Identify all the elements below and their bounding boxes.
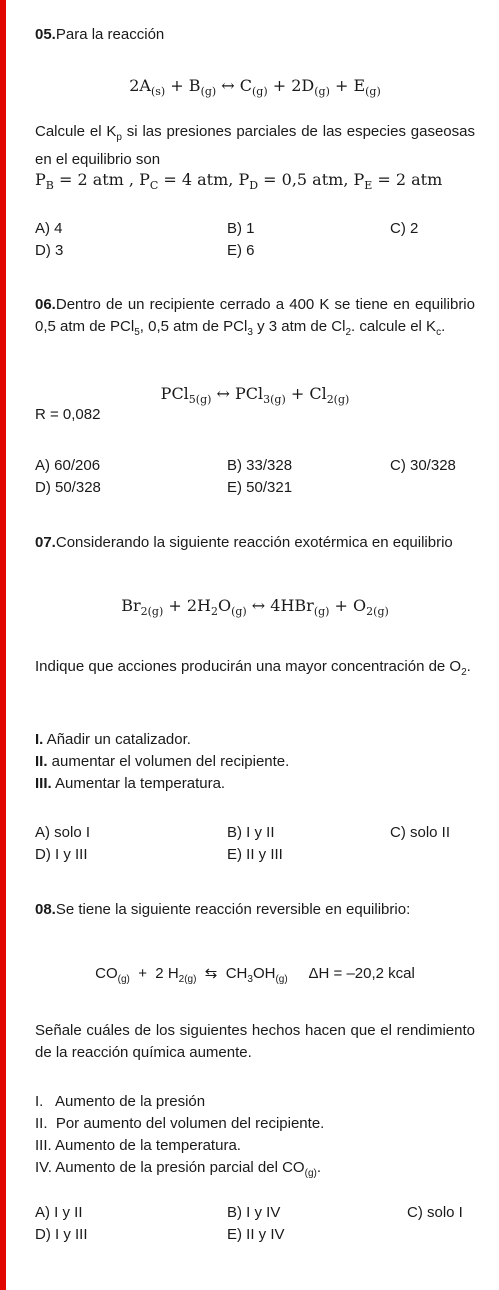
statement: III. Aumentar la temperatura. xyxy=(35,775,226,792)
partial-pressures: $P_B = 2$ atm , $P_C = 4$ atm, $P_D = 0,5$ atm, $P_E = 2$ atm xyxy=(35,170,443,193)
option-e[interactable]: E) 6 xyxy=(227,242,255,259)
option-d[interactable]: D) 3 xyxy=(35,242,64,259)
option-d[interactable]: D) 50/328 xyxy=(35,479,101,496)
left-accent-bar xyxy=(0,0,6,1290)
statement: III. Aumento de la temperatura. xyxy=(35,1137,241,1154)
option-a[interactable]: A) I y II xyxy=(35,1204,83,1221)
equation-06: PCl$_{5(g)}$ ↔ $PCl_{3(g)} + Cl_{2(g)}$ xyxy=(160,384,350,407)
option-b[interactable]: B) I y IV xyxy=(227,1204,281,1221)
option-d[interactable]: D) I y III xyxy=(35,1226,88,1243)
option-d[interactable]: D) I y III xyxy=(35,846,88,863)
question-number: 05. xyxy=(35,26,56,43)
equation-08: $CO_{(g)} + 2$ $H_{2(g)}$ ⇆ $CH_3OH_{(g)}$ ΔH = –20,2 kcal xyxy=(95,965,415,985)
question-number: 08. xyxy=(35,901,56,918)
question-number: 06. xyxy=(35,296,56,313)
question-05 xyxy=(35,24,475,46)
question-number: 07. xyxy=(35,534,56,551)
statements-07 xyxy=(35,729,475,795)
question-07-stem: 07.Considerando la siguiente reacción exotérmica en equilibrio xyxy=(35,534,453,551)
question-05-text: Calcule el $K_p$ si las presiones parciales de las especies gaseosas en el equilibrio son xyxy=(35,123,475,168)
question-08-stem: 08.Se tiene la siguiente reacción reversible en equilibrio: xyxy=(35,901,411,918)
question-08-text: Señale cuáles de los siguientes hechos hacen que el rendimiento de la reacción química aumente. xyxy=(35,1022,475,1061)
option-e[interactable]: E) 50/321 xyxy=(227,479,293,496)
question-05-stem: 05.Para la reacción xyxy=(35,26,165,43)
statements-08 xyxy=(35,1091,475,1185)
statement: II. Por aumento del volumen del recipiente. xyxy=(35,1115,325,1132)
statement: I. Añadir un catalizador. xyxy=(35,731,191,748)
option-a[interactable]: A) 4 xyxy=(35,220,63,237)
statement: IV. Aumento de la presión parcial del $CO_{(g)}$. xyxy=(35,1159,322,1179)
option-e[interactable]: E) II y III xyxy=(227,846,283,863)
equation-07: $Br_{2(g)} + 2H_2O_{(g)}$ ↔ $4HBr_{(g)} + O_{2(g)}$ xyxy=(121,596,389,619)
option-c[interactable]: C) solo I xyxy=(407,1204,463,1221)
option-b[interactable]: B) 1 xyxy=(227,220,255,237)
statement: I. Aumento de la presión xyxy=(35,1093,206,1110)
question-07-text: Indique que acciones producirán una mayor concentración de $O_2$. xyxy=(35,658,471,678)
option-c[interactable]: C) solo II xyxy=(390,824,451,841)
statement: II. aumentar el volumen del recipiente. xyxy=(35,753,290,770)
gas-constant: R = 0,082 xyxy=(35,406,101,423)
equation-05: $2A_{(s)} + B_{(g)}$ ↔ $C_{(g)} + 2D_{(g)} + E_{(g)}$ xyxy=(129,76,381,99)
option-b[interactable]: B) 33/328 xyxy=(227,457,293,474)
option-a[interactable]: A) solo I xyxy=(35,824,91,841)
question-06-stem: 06.Dentro de un recipiente cerrado a 400 K se tiene en equilibrio 0,5 atm de PCl$_5$, 0,5 atm de PCl$_3$ y 3 atm de $Cl_2$. calcule el $K_c$. xyxy=(35,296,475,338)
option-a[interactable]: A) 60/206 xyxy=(35,457,101,474)
option-c[interactable]: C) 30/328 xyxy=(390,457,456,474)
option-c[interactable]: C) 2 xyxy=(390,220,419,237)
option-b[interactable]: B) I y II xyxy=(227,824,275,841)
option-e[interactable]: E) II y IV xyxy=(227,1226,285,1243)
